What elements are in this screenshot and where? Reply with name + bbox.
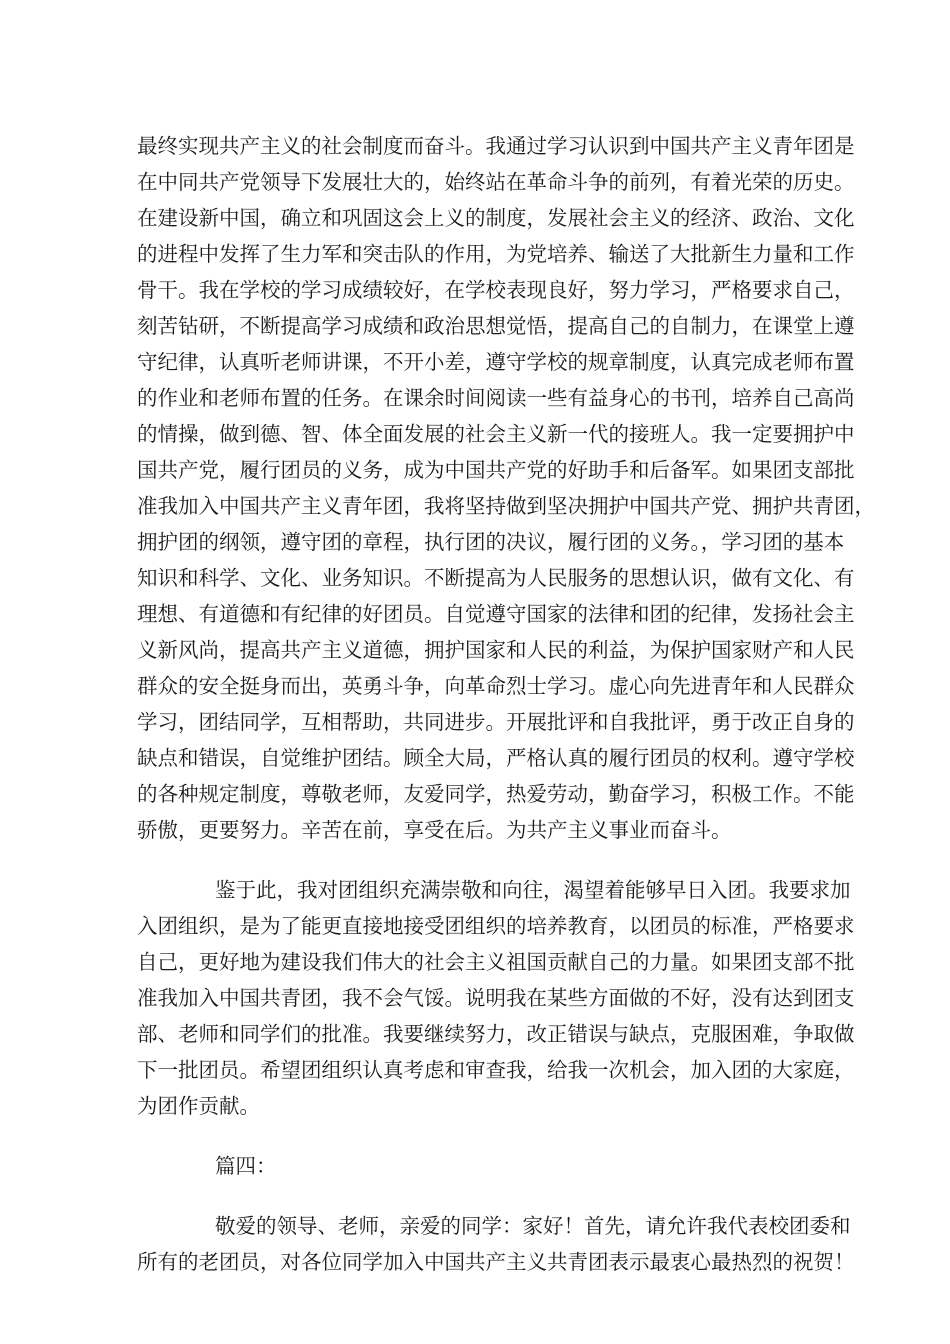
text-line: 篇四： <box>215 1154 277 1178</box>
text-line: 入团组织，是为了能更直接地接受团组织的培养教育，以团员的标准，严格要求 <box>137 914 855 938</box>
text-line: 敬爱的领导、老师，亲爱的同学：家好！首先，请允许我代表校团委和 <box>215 1214 851 1238</box>
text-line: 在建设新中国，确立和巩固这会上义的制度，发展社会主义的经济、政治、文化 <box>137 206 855 230</box>
paragraph-2 <box>137 872 855 1124</box>
text-line: 准我加入中国共青团，我不会气馁。说明我在某些方面做的不好，没有达到团支 <box>137 986 855 1010</box>
text-line: 最终实现共产主义的社会制度而奋斗。我通过学习认识到中国共产主义青年团是 <box>137 134 855 158</box>
text-line: 的情操，做到德、智、体全面发展的社会主义新一代的接班人。我一定要拥护中 <box>137 422 855 446</box>
text-line: 的进程中发挥了生力军和突击队的作用，为党培养、输送了大批新生力量和工作 <box>137 242 855 266</box>
text-line: 自己，更好地为建设我们伟大的社会主义祖国贡献自己的力量。如果团支部不批 <box>137 950 855 974</box>
text-line: 的作业和老师布置的任务。在课余时间阅读一些有益身心的书刊，培养自己高尚 <box>137 386 855 410</box>
text-line: 骨干。我在学校的学习成绩较好，在学校表现良好，努力学习，严格要求自己， <box>137 278 855 302</box>
text-line: 学习，团结同学，互相帮助，共同进步。开展批评和自我批评，勇于改正自身的 <box>137 710 855 734</box>
paragraph-4 <box>137 1208 855 1280</box>
text-line: 群众的安全挺身而出，英勇斗争，向革命烈士学习。虚心向先进青年和人民群众 <box>137 674 855 698</box>
text-line: 的各种规定制度，尊敬老师，友爱同学，热爱劳动，勤奋学习，积极工作。不能 <box>137 782 855 806</box>
text-line: 刻苦钻研，不断提高学习成绩和政治思想觉悟，提高自己的自制力，在课堂上遵 <box>137 314 855 338</box>
text-line: 鉴于此，我对团组织充满崇敬和向往，渴望着能够早日入团。我要求加 <box>215 878 851 902</box>
text-line: 义新风尚，提高共产主义道德，拥护国家和人民的利益，为保护国家财产和人民 <box>137 638 855 662</box>
text-line: 准我加入中国共产主义青年团，我将坚持做到坚决拥护中国共产党、拥护共青团， <box>137 494 875 518</box>
text-line: 国共产党，履行团员的义务，成为中国共产党的好助手和后备军。如果团支部批 <box>137 458 855 482</box>
text-line: 在中同共产党领导下发展壮大的，始终站在革命斗争的前列，有着光荣的历史。 <box>137 170 855 194</box>
document-body <box>137 128 875 1280</box>
text-line: 理想、有道德和有纪律的好团员。自觉遵守国家的法律和团的纪律，发扬社会主 <box>137 602 855 626</box>
paragraph-1 <box>137 128 875 848</box>
text-line: 缺点和错误，自觉维护团结。顾全大局，严格认真的履行团员的权利。遵守学校 <box>137 746 855 770</box>
text-line: 所有的老团员，对各位同学加入中国共产主义共青团表示最衷心最热烈的祝贺！ <box>137 1250 855 1274</box>
text-line: 为团作贡献。 <box>137 1094 260 1118</box>
text-line: 拥护团的纲领，遵守团的章程，执行团的决议，履行团的义务。，学习团的基本 <box>137 530 845 554</box>
section-heading <box>137 1148 809 1184</box>
text-line: 骄傲，更要努力。辛苦在前，享受在后。为共产主义事业而奋斗。 <box>137 818 732 842</box>
text-line: 下一批团员。希望团组织认真考虑和审查我，给我一次机会，加入团的大家庭， <box>137 1058 855 1082</box>
text-line: 守纪律，认真听老师讲课，不开小差，遵守学校的规章制度，认真完成老师布置 <box>137 350 855 374</box>
text-line: 部、老师和同学们的批准。我要继续努力，改正错误与缺点，克服困难，争取做 <box>137 1022 855 1046</box>
text-line: 知识和科学、文化、业务知识。不断提高为人民服务的思想认识，做有文化、有 <box>137 566 855 590</box>
